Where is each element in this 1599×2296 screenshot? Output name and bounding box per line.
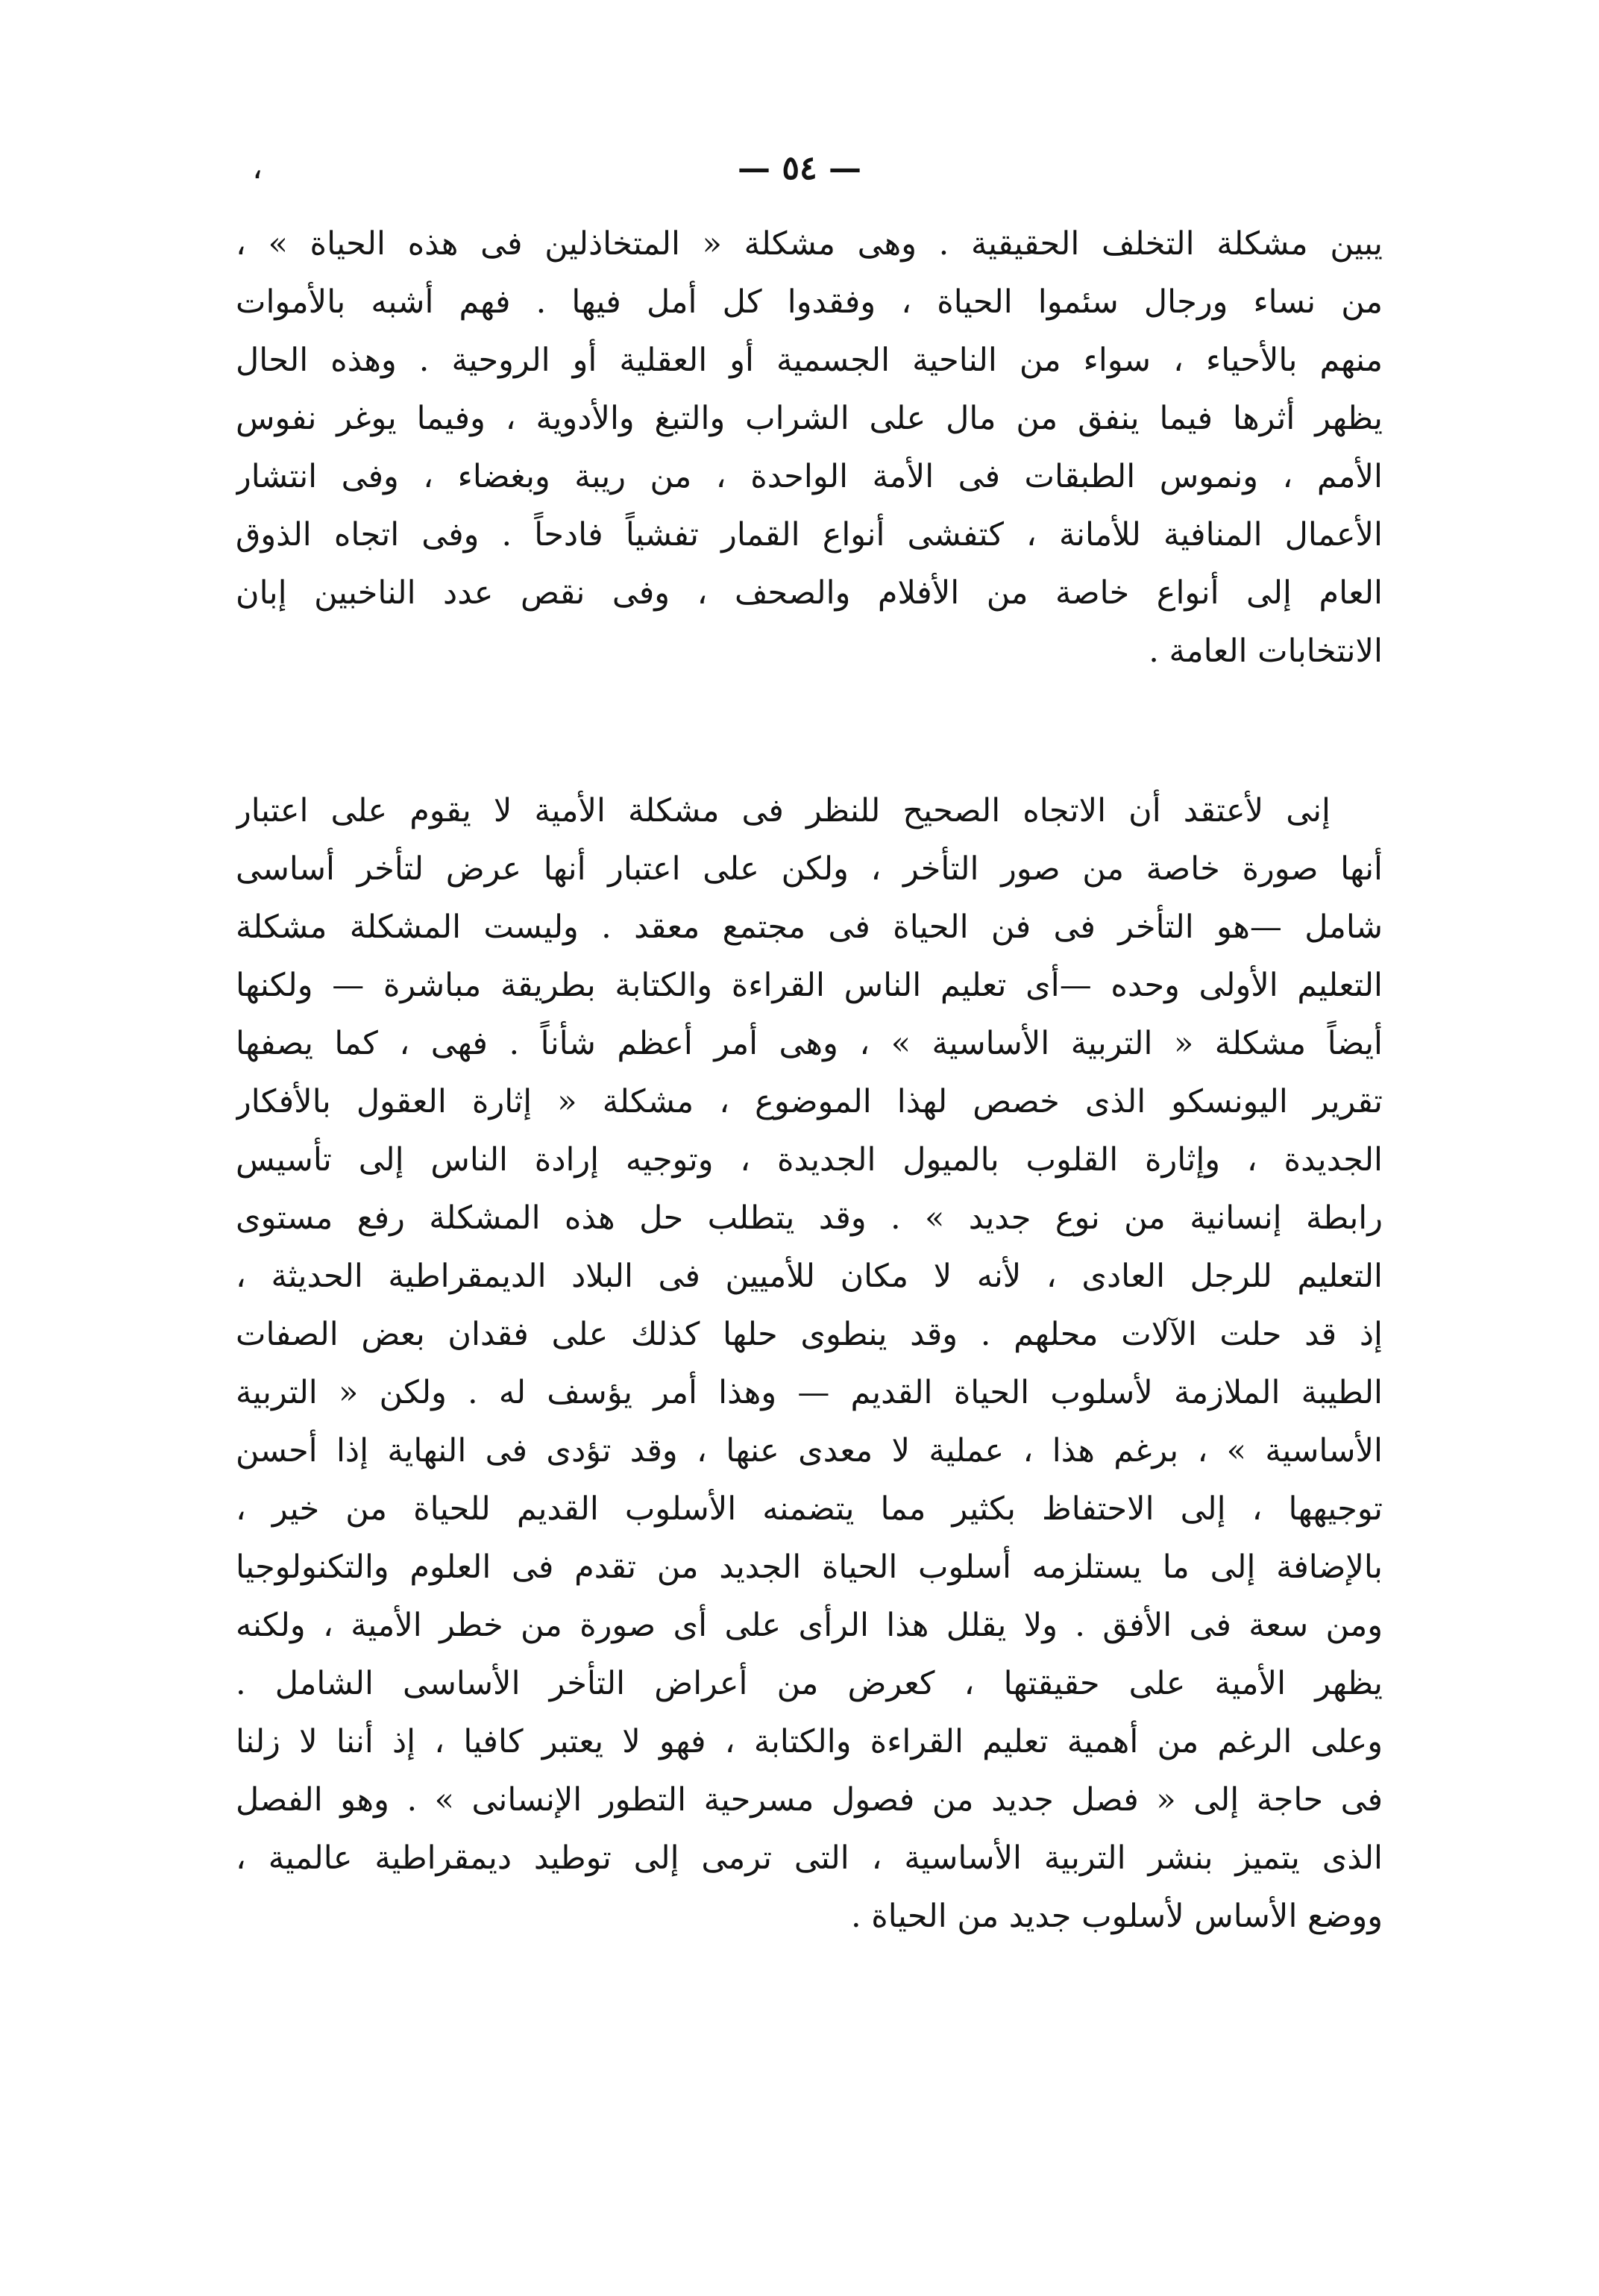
text-line: يظهر أثرها فيما ينفق من مال على الشراب والتبغ والأدوية ، وفيما يوغر نفوس bbox=[236, 400, 1383, 437]
text-line: الأعمال المنافية للأمانة ، كتفشى أنواع القمار تفشياً فادحاً . وفى اتجاه الذوق bbox=[236, 516, 1383, 553]
text-line: الطيبة الملازمة لأسلوب الحياة القديم — وهذا أمر يؤسف له . ولكن « التربية bbox=[236, 1374, 1383, 1411]
text-line: التعليم الأولى وحده —أى تعليم الناس القراءة والكتابة بطريقة مباشرة — ولكنها bbox=[236, 967, 1383, 1004]
text-line: شامل —هو التأخر فى فن الحياة فى مجتمع معقد . وليست المشكلة مشكلة bbox=[236, 909, 1383, 946]
text-line: بالإضافة إلى ما يستلزمه أسلوب الحياة الجديد من تقدم فى العلوم والتكنولوجيا bbox=[236, 1549, 1383, 1586]
text-line: من نساء ورجال سئموا الحياة ، وفقدوا كل أمل فيها . فهم أشبه بالأموات bbox=[236, 283, 1383, 321]
text-line: التعليم للرجل العادى ، لأنه لا مكان للأميين فى البلاد الديمقراطية الحديثة ، bbox=[236, 1258, 1383, 1295]
text-line: ووضع الأساس لأسلوب جديد من الحياة . bbox=[850, 1898, 1383, 1935]
text-line: رابطة إنسانية من نوع جديد » . وقد يتطلب حل هذه المشكلة رفع مستوى bbox=[236, 1199, 1383, 1237]
text-line: أيضاً مشكلة « التربية الأساسية » ، وهى أمر أعظم شأناً . فهى ، كما يصفها bbox=[236, 1025, 1383, 1062]
paragraph-1 bbox=[236, 215, 1383, 680]
text-line: الأمم ، ونموس الطبقات فى الأمة الواحدة ، من ريبة وبغضاء ، وفى انتشار bbox=[236, 458, 1383, 495]
page-number: — ٥٤ — bbox=[738, 149, 861, 187]
text-line: منهم بالأحياء ، سواء من الناحية الجسمية أو العقلية أو الروحية . وهذه الحال bbox=[236, 342, 1383, 379]
text-line: الجديدة ، وإثارة القلوب بالميول الجديدة ، وتوجيه إرادة الناس إلى تأسيس bbox=[236, 1141, 1383, 1179]
text-line: وعلى الرغم من أهمية تعليم القراءة والكتابة ، فهو لا يعتبر كافيا ، إذ أننا لا زلنا bbox=[236, 1723, 1383, 1760]
text-line: يظهر الأمية على حقيقتها ، كعرض من أعراض التأخر الأساسى الشامل . bbox=[236, 1665, 1383, 1702]
text-line: فى حاجة إلى « فصل جديد من فصول مسرحية التطور الإنسانى » . وهو الفصل bbox=[236, 1781, 1383, 1819]
text-line: ومن سعة فى الأفق . ولا يقلل هذا الرأى على أى صورة من خطر الأمية ، ولكنه bbox=[236, 1607, 1383, 1644]
text-line: الانتخابات العامة . bbox=[1149, 633, 1383, 670]
text-line: يبين مشكلة التخلف الحقيقية . وهى مشكلة « المتخاذلين فى هذه الحياة » ، bbox=[236, 225, 1383, 263]
text-line: أنها صورة خاصة من صور التأخر ، ولكن على اعتبار أنها عرض لتأخر أساسى bbox=[236, 850, 1383, 888]
paragraph-2 bbox=[236, 782, 1383, 1945]
text-line: الذى يتميز بنشر التربية الأساسية ، التى ترمى إلى توطيد ديمقراطية عالمية ، bbox=[236, 1839, 1383, 1877]
corner-mark: ، bbox=[252, 148, 263, 186]
text-line: تقرير اليونسكو الذى خصص لهذا الموضوع ، مشكلة « إثارة العقول بالأفكار bbox=[236, 1083, 1383, 1120]
text-line: العام إلى أنواع خاصة من الأفلام والصحف ، وفى نقص عدد الناخبين إبان bbox=[236, 574, 1383, 612]
text-line: الأساسية » ، برغم هذا ، عملية لا معدى عنها ، وقد تؤدى فى النهاية إذا أحسن bbox=[236, 1432, 1383, 1469]
text-line: إذ قد حلت الآلات محلهم . وقد ينطوى حلها كذلك على فقدان بعض الصفات bbox=[236, 1316, 1383, 1353]
text-line: توجيهها ، إلى الاحتفاظ بكثير مما يتضمنه الأسلوب القديم للحياة من خير ، bbox=[236, 1490, 1383, 1528]
text-line: إنى لأعتقد أن الاتجاه الصحيح للنظر فى مشكلة الأمية لا يقوم على اعتبار bbox=[236, 792, 1331, 829]
